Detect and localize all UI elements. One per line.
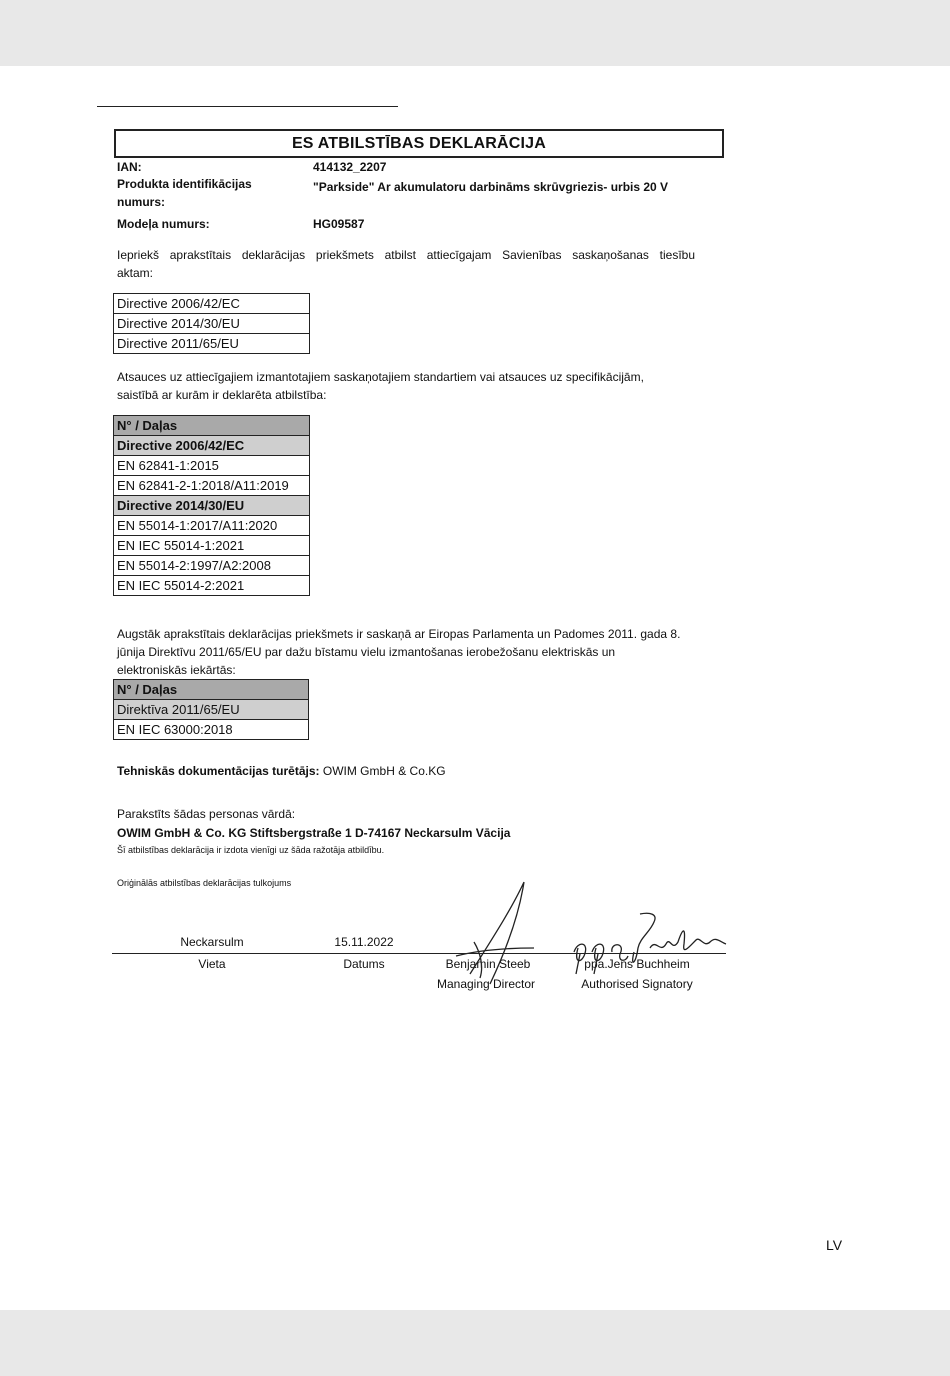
document-page [0,66,950,1310]
standard-cell: EN IEC 55014-1:2021 [114,536,310,556]
table-row [114,314,310,334]
directive-subheader-cell: Directive 2014/30/EU [114,496,310,516]
standards-table [113,415,310,596]
standard-cell: EN 55014-1:2017/A11:2020 [114,516,310,536]
signer2-name: ppa.Jens Buchheim [584,957,690,971]
top-rule [97,106,398,107]
translation-note: Oriģinālās atbilstības deklarācijas tulkojums [117,878,292,888]
rohs-table [113,679,309,740]
ian-label: IAN: [117,160,142,174]
product-label-line2: numurs: [117,195,165,209]
table-row [114,536,310,556]
directive-cell: Directive 2014/30/EU [114,314,310,334]
table-row [114,700,309,720]
signed-for-label: Parakstīts šādas personas vārdā: [117,807,296,821]
date-value: 15.11.2022 [334,935,394,949]
table-row [114,334,310,354]
date-label: Datums [343,957,385,971]
table-header-cell: N° / Daļas [114,680,309,700]
table-header-row [114,680,309,700]
directive-cell: Directive 2006/42/EC [114,294,310,314]
standard-cell: EN IEC 63000:2018 [114,720,309,740]
directive-cell: Directive 2011/65/EU [114,334,310,354]
signature-steeb-icon [450,878,550,988]
tech-doc-line [117,764,446,778]
table-row [114,576,310,596]
directive-subheader-cell: Direktīva 2011/65/EU [114,700,309,720]
place-label: Vieta [198,957,226,971]
responsibility-note: Šī atbilstības deklarācija ir izdota vienīgi uz šāda ražotāja atbildību. [117,845,385,855]
product-value: "Parkside" Ar akumulatoru darbināms skrūvgriezis- urbis 20 V [313,180,669,194]
directives-table [113,293,310,354]
page-language-label: LV [826,1237,843,1253]
product-label-line1: Produkta identifikācijas [117,177,252,191]
signer1-name: Benjamin Steeb [445,957,531,971]
standard-cell: EN 55014-2:1997/A2:2008 [114,556,310,576]
document-title: ES ATBILSTĪBAS DEKLARĀCIJA [114,129,724,158]
table-row [114,556,310,576]
tech-doc-value: OWIM GmbH & Co.KG [322,764,446,778]
rohs-line-3: elektroniskās iekārtās: [117,663,236,677]
table-header-cell: N° / Daļas [114,416,310,436]
signer1-title: Managing Director [436,977,536,991]
tech-doc-label: Tehniskās dokumentācijas turētājs: [117,764,320,778]
model-value: HG09587 [313,217,365,231]
signer2-title: Authorised Signatory [581,977,693,991]
directive-subheader-cell: Directive 2006/42/EC [114,436,310,456]
table-row [114,476,310,496]
model-label: Modeļa numurs: [117,217,210,231]
table-row [114,516,310,536]
standards-intro-line-2: saistībā ar kurām ir deklarēta atbilstība: [117,388,327,402]
company-address: OWIM GmbH & Co. KG Stiftsbergstraße 1 D-74167 Neckarsulm Vācija [117,826,511,840]
table-row [114,720,309,740]
table-row [114,294,310,314]
rohs-line-2: jūnija Direktīvu 2011/65/EU par dažu bīstamu vielu izmantošanas ierobežošanu elektriskās un [117,645,616,659]
table-header-row [114,416,310,436]
ian-value: 414132_2207 [313,160,387,174]
table-row [114,456,310,476]
place-value: Neckarsulm [180,935,244,949]
standard-cell: EN 62841-1:2015 [114,456,310,476]
standard-cell: EN 62841-2-1:2018/A11:2019 [114,476,310,496]
intro-line-2: aktam: [117,266,154,280]
standard-cell: EN IEC 55014-2:2021 [114,576,310,596]
standards-intro-line-1: Atsauces uz attiecīgajiem izmantotajiem saskaņotajiem standartiem vai atsauces uz specifikācijām, [117,370,644,384]
table-row [114,496,310,516]
rohs-line-1: Augstāk aprakstītais deklarācijas priekšmets ir saskaņā ar Eiropas Parlamenta un Padomes 2011. gada 8. [117,627,681,641]
signature-buchheim-icon [570,908,730,978]
table-row [114,436,310,456]
intro-line-1: Iepriekš aprakstītais deklarācijas priekšmets atbilst attiecīgajam Savienības saskaņošanas tiesību [117,248,695,262]
